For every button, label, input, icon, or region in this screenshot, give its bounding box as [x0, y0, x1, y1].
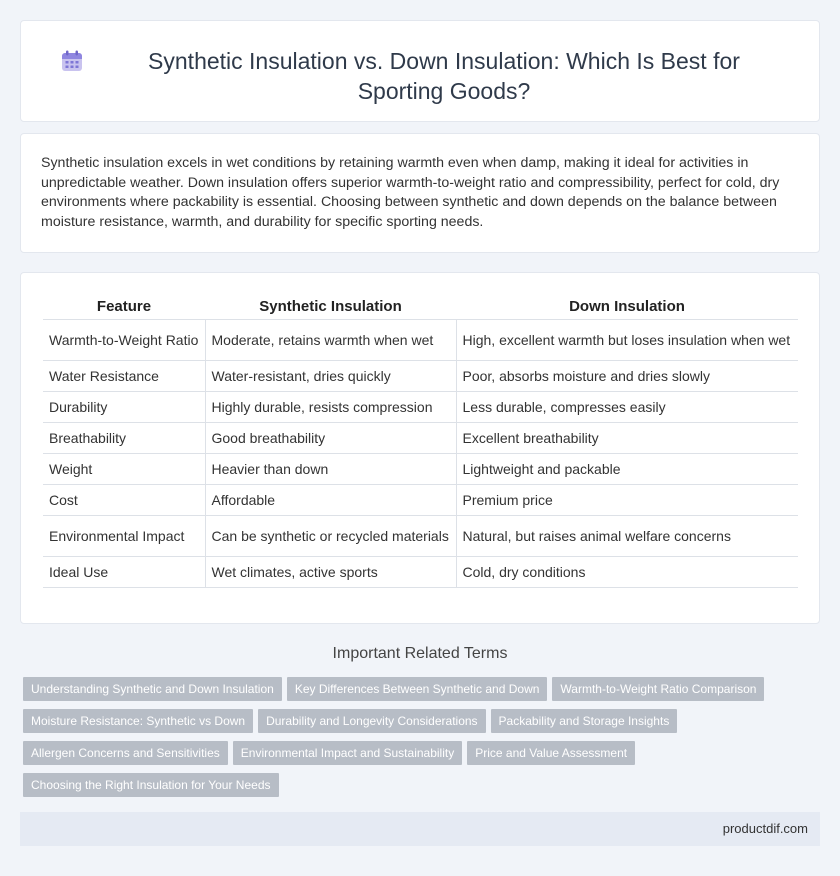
synthetic-cell: Good breathability	[205, 422, 456, 453]
table-row	[43, 319, 798, 360]
intro-text: Synthetic insulation excels in wet conditions by retaining warmth even when damp, making it ideal for activities in unpredictable weather. Down insulation offers superior warmth-to-weight ratio and compressibility, perfect for cold, dry environments where packability is essential. Choosing between synthetic and down depends on the balance between moisture resistance, warmth, and durability for specific sporting needs.	[41, 155, 780, 230]
down-cell: Lightweight and packable	[456, 453, 798, 484]
table-row	[43, 422, 798, 453]
footer	[20, 812, 820, 846]
page-title: Synthetic Insulation vs. Down Insulation: Which Is Best for Sporting Goods?	[148, 48, 740, 104]
intro-card	[20, 133, 820, 253]
feature-cell: Weight	[43, 453, 205, 484]
down-cell: Excellent breathability	[456, 422, 798, 453]
related-tag[interactable]: Moisture Resistance: Synthetic vs Down	[23, 709, 253, 733]
table-row	[43, 556, 798, 587]
synthetic-cell: Highly durable, resists compression	[205, 391, 456, 422]
down-cell: Cold, dry conditions	[456, 556, 798, 587]
header-synthetic: Synthetic Insulation	[205, 297, 456, 319]
table-row	[43, 391, 798, 422]
feature-cell: Cost	[43, 484, 205, 515]
related-tag[interactable]: Warmth-to-Weight Ratio Comparison	[552, 677, 764, 701]
feature-cell: Environmental Impact	[43, 515, 205, 556]
related-terms-title: Important Related Terms	[332, 645, 508, 662]
feature-cell: Durability	[43, 391, 205, 422]
table-row	[43, 484, 798, 515]
related-tag[interactable]: Key Differences Between Synthetic and Down	[287, 677, 548, 701]
synthetic-cell: Water-resistant, dries quickly	[205, 360, 456, 391]
down-cell: Natural, but raises animal welfare concerns	[456, 515, 798, 556]
synthetic-cell: Can be synthetic or recycled materials	[205, 515, 456, 556]
synthetic-cell: Wet climates, active sports	[205, 556, 456, 587]
feature-cell: Breathability	[43, 422, 205, 453]
related-terms-tags	[23, 677, 803, 805]
feature-cell: Ideal Use	[43, 556, 205, 587]
down-cell: High, excellent warmth but loses insulation when wet	[456, 319, 798, 360]
calendar-icon	[61, 50, 83, 72]
table-row	[43, 515, 798, 556]
related-tag[interactable]: Choosing the Right Insulation for Your Needs	[23, 773, 279, 797]
header-feature: Feature	[43, 297, 205, 319]
table-row	[43, 453, 798, 484]
footer-site-name[interactable]: productdif.com	[722, 821, 808, 836]
comparison-table	[43, 297, 798, 588]
down-cell: Less durable, compresses easily	[456, 391, 798, 422]
table-header-row	[43, 297, 798, 319]
related-tag[interactable]: Understanding Synthetic and Down Insulation	[23, 677, 282, 701]
down-cell: Premium price	[456, 484, 798, 515]
comparison-table-card	[20, 272, 820, 624]
synthetic-cell: Moderate, retains warmth when wet	[205, 319, 456, 360]
related-tag[interactable]: Environmental Impact and Sustainability	[233, 741, 462, 765]
synthetic-cell: Affordable	[205, 484, 456, 515]
header-down: Down Insulation	[456, 297, 798, 319]
related-tag[interactable]: Price and Value Assessment	[467, 741, 635, 765]
down-cell: Poor, absorbs moisture and dries slowly	[456, 360, 798, 391]
synthetic-cell: Heavier than down	[205, 453, 456, 484]
feature-cell: Water Resistance	[43, 360, 205, 391]
title-card	[20, 20, 820, 122]
related-tag[interactable]: Packability and Storage Insights	[491, 709, 678, 733]
related-tag[interactable]: Durability and Longevity Considerations	[258, 709, 485, 733]
table-row	[43, 360, 798, 391]
related-tag[interactable]: Allergen Concerns and Sensitivities	[23, 741, 228, 765]
feature-cell: Warmth-to-Weight Ratio	[43, 319, 205, 360]
